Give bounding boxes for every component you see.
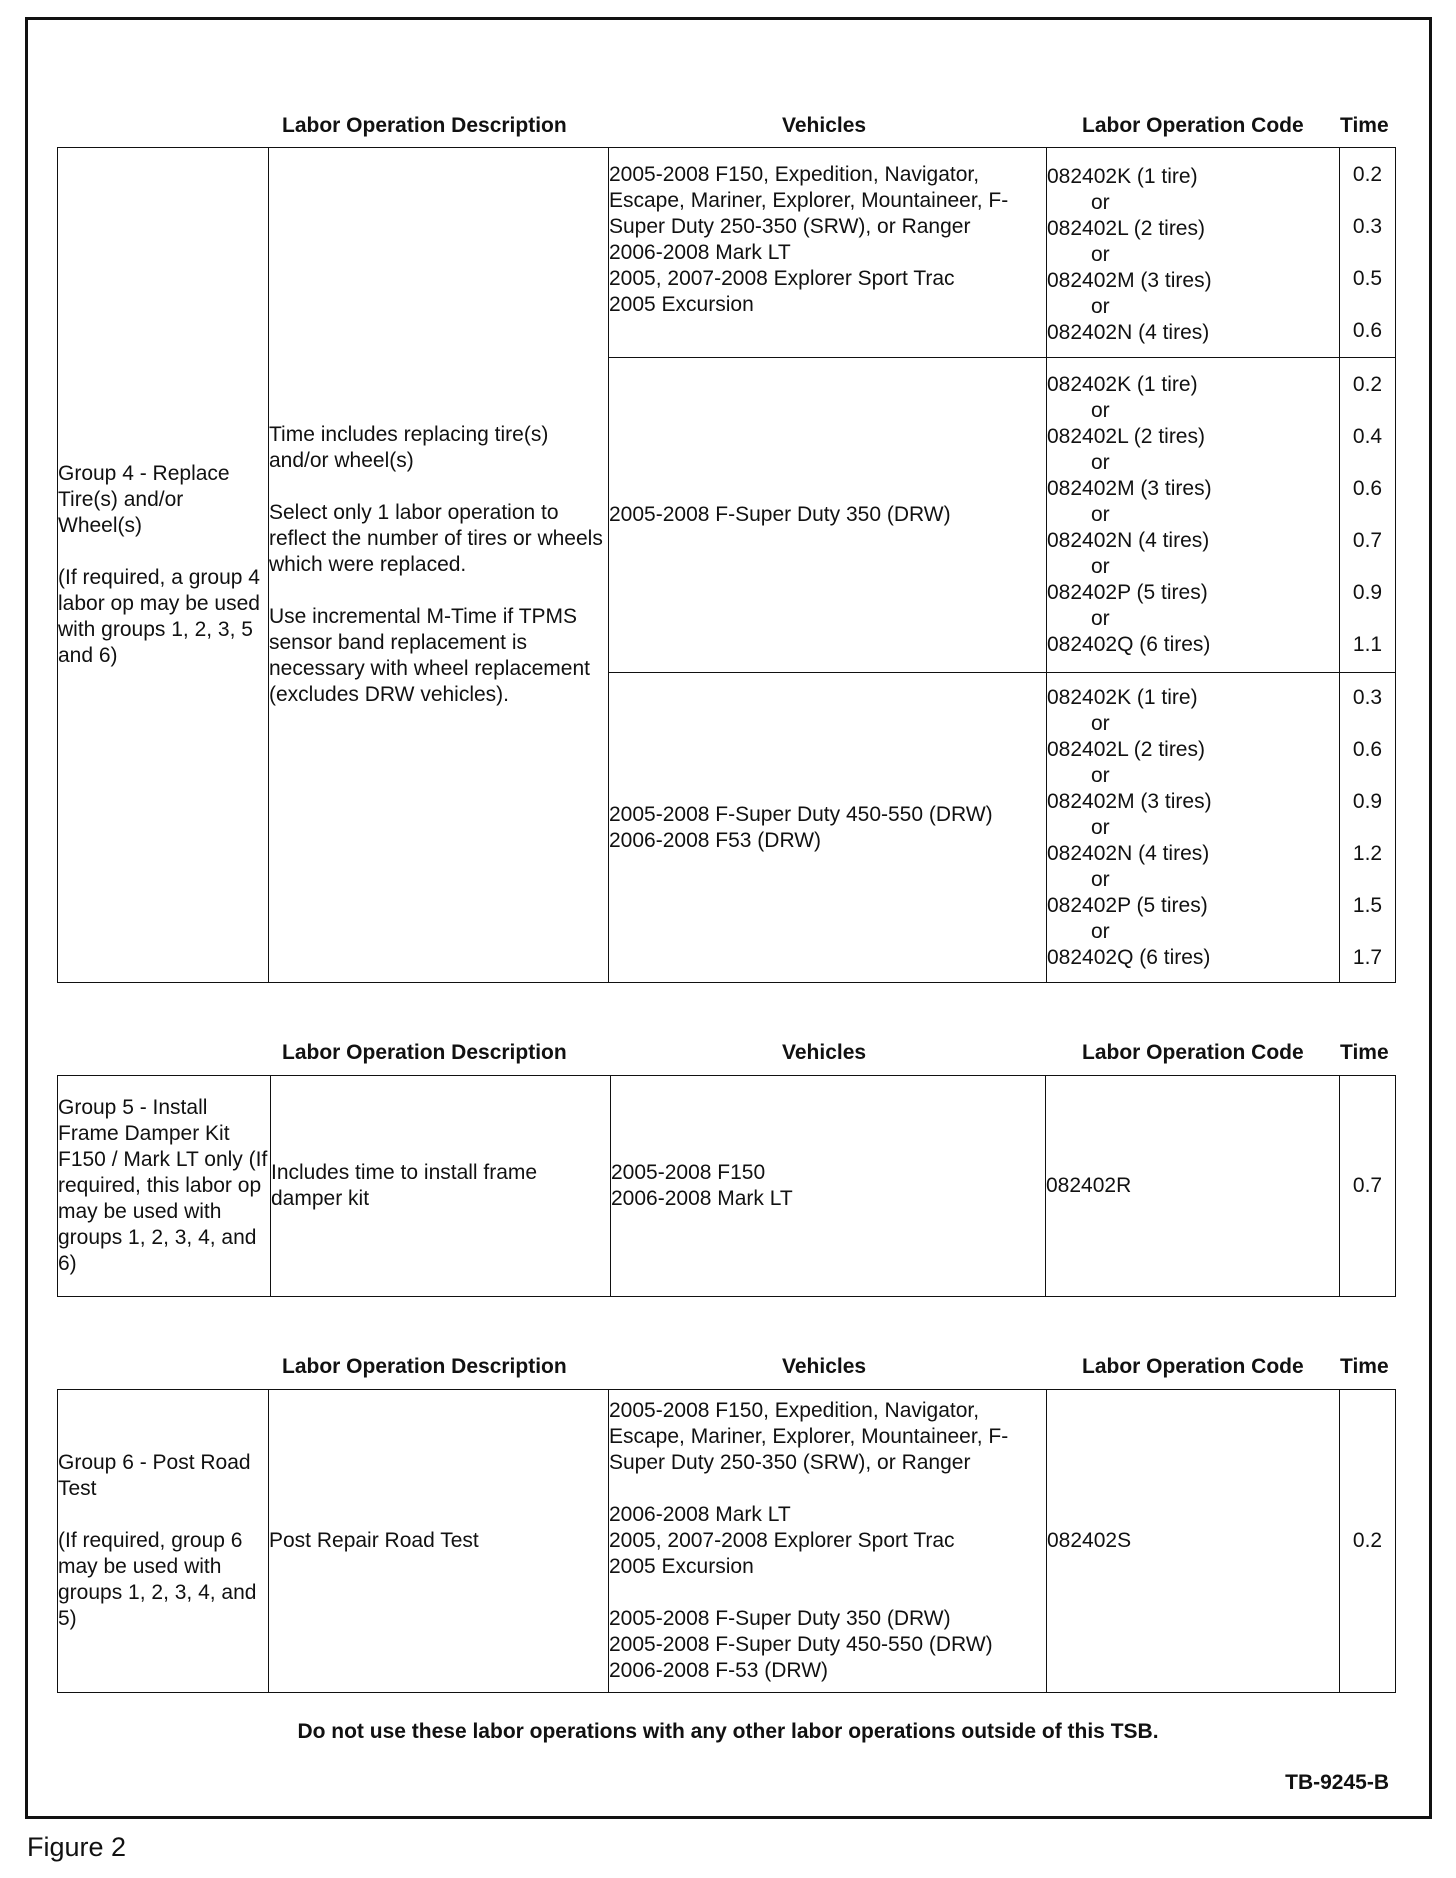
time-value: 0.6 (1352, 319, 1383, 342)
time-value: 0.7 (1352, 529, 1383, 552)
time-value: 0.6 (1352, 477, 1383, 500)
header-code: Labor Operation Code (1082, 1041, 1304, 1064)
or-separator: or (1091, 399, 1110, 422)
labor-code: 082402K (1 tire) (1047, 685, 1198, 709)
header-description: Labor Operation Description (282, 1355, 567, 1378)
labor-code: 082402P (5 tires) (1047, 581, 1208, 604)
group6-vehicles: 2005-2008 F150, Expedition, Navigator, Escape, Mariner, Explorer, Mountaineer, F-Super Duty 250-350 (SRW), or Ranger 2006-2008 Mark LT 2005, 2007-2008 Explorer Sport Trac 2005 Excursion 2005-2008 F-Super Duty 350 (DRW) 2005-2008 F-Super Duty 450-550 (DRW) 2006-2008 F-53 (DRW) (609, 1390, 1047, 1693)
header-description: Labor Operation Description (282, 1041, 567, 1064)
group4-vehicles-2: 2005-2008 F-Super Duty 350 (DRW) (609, 358, 1047, 673)
group4-codes-1 (1047, 148, 1340, 358)
group5-label: Group 5 - Install Frame Damper Kit F150 / Mark LT only (If required, this labor op may be used with groups 1, 2, 3, 4, and 6) (58, 1076, 271, 1297)
table-row (58, 1076, 1396, 1297)
or-separator: or (1091, 191, 1110, 214)
group4-vehicles-1: 2005-2008 F150, Expedition, Navigator, Escape, Mariner, Explorer, Mountaineer, F-Super Duty 250-350 (SRW), or Ranger 2006-2008 Mark LT 2005, 2007-2008 Explorer Sport Trac 2005 Excursion (609, 148, 1047, 358)
labor-code: 082402M (3 tires) (1047, 477, 1212, 500)
header-vehicles: Vehicles (782, 114, 867, 137)
labor-code: 082402M (3 tires) (1047, 789, 1212, 813)
labor-code: 082402Q (6 tires) (1047, 945, 1211, 969)
header-time: Time (1340, 1041, 1389, 1064)
header-code: Labor Operation Code (1082, 1355, 1304, 1378)
or-separator: or (1091, 711, 1110, 735)
labor-code: 082402N (4 tires) (1047, 529, 1210, 552)
group4-codes-2 (1047, 358, 1340, 673)
group4-codes-3 (1047, 673, 1340, 983)
group6-time: 0.2 (1340, 1390, 1396, 1693)
header-time: Time (1340, 1355, 1389, 1378)
time-value: 1.7 (1352, 945, 1383, 969)
group5-table (57, 1075, 1396, 1297)
group4-times-3 (1340, 673, 1396, 983)
labor-code: 082402K (1 tire) (1047, 373, 1198, 396)
time-value: 0.9 (1352, 581, 1383, 604)
time-value: 0.5 (1352, 267, 1383, 290)
group4-table (57, 147, 1396, 983)
or-separator: or (1091, 867, 1110, 891)
header-time: Time (1340, 114, 1389, 137)
time-value: 0.3 (1352, 685, 1383, 709)
time-value: 0.4 (1352, 425, 1383, 448)
or-separator: or (1091, 607, 1110, 630)
table-row (58, 148, 1396, 358)
header-description: Labor Operation Description (282, 114, 567, 137)
or-separator: or (1091, 243, 1110, 266)
or-separator: or (1091, 503, 1110, 526)
header-vehicles: Vehicles (782, 1041, 867, 1064)
labor-code: 082402Q (6 tires) (1047, 633, 1211, 656)
group5-description: Includes time to install frame damper kit (271, 1076, 611, 1297)
labor-code: 082402L (2 tires) (1047, 217, 1205, 240)
time-value: 0.6 (1352, 737, 1383, 761)
group5-vehicles: 2005-2008 F150 2006-2008 Mark LT (611, 1076, 1046, 1297)
group5-time: 0.7 (1340, 1076, 1396, 1297)
group6-label: Group 6 - Post Road Test (If required, group 6 may be used with groups 1, 2, 3, 4, and 5) (58, 1390, 269, 1693)
time-value: 0.2 (1352, 163, 1383, 186)
or-separator: or (1091, 555, 1110, 578)
time-value: 0.2 (1352, 373, 1383, 396)
group4-description: Time includes replacing tire(s) and/or wheel(s) Select only 1 labor operation to reflect the number of tires or wheels which were replaced. Use incremental M-Time if TPMS sensor band replacement is necessary with wheel replacement (excludes DRW vehicles). (269, 148, 609, 983)
time-value: 0.3 (1352, 215, 1383, 238)
group6-code: 082402S (1047, 1390, 1340, 1693)
group5-code: 082402R (1046, 1076, 1340, 1297)
group4-times-2 (1340, 358, 1396, 673)
or-separator: or (1091, 295, 1110, 318)
figure-caption: Figure 2 (27, 1832, 127, 1862)
time-value: 1.5 (1352, 893, 1383, 917)
group6-table (57, 1389, 1396, 1693)
labor-code: 082402P (5 tires) (1047, 893, 1208, 917)
header-vehicles: Vehicles (782, 1355, 867, 1378)
tsb-number: TB-9245-B (1285, 1771, 1389, 1794)
labor-code: 082402L (2 tires) (1047, 425, 1205, 448)
labor-code: 082402K (1 tire) (1047, 165, 1198, 188)
or-separator: or (1091, 451, 1110, 474)
time-value: 1.1 (1352, 633, 1383, 656)
footer-note: Do not use these labor operations with any other labor operations outside of this TSB. (297, 1720, 1159, 1743)
group4-times-1 (1340, 148, 1396, 358)
time-value: 0.9 (1352, 789, 1383, 813)
labor-code: 082402N (4 tires) (1047, 841, 1210, 865)
labor-code: 082402M (3 tires) (1047, 269, 1212, 292)
or-separator: or (1091, 919, 1110, 943)
labor-code: 082402N (4 tires) (1047, 321, 1210, 344)
or-separator: or (1091, 763, 1110, 787)
group6-description: Post Repair Road Test (269, 1390, 609, 1693)
group4-vehicles-3: 2005-2008 F-Super Duty 450-550 (DRW) 2006-2008 F53 (DRW) (609, 673, 1047, 983)
time-value: 1.2 (1352, 841, 1383, 865)
or-separator: or (1091, 815, 1110, 839)
table-row (58, 1390, 1396, 1693)
labor-code: 082402L (2 tires) (1047, 737, 1205, 761)
group4-label: Group 4 - Replace Tire(s) and/or Wheel(s) (If required, a group 4 labor op may be used with groups 1, 2, 3, 5 and 6) (58, 148, 269, 983)
header-code: Labor Operation Code (1082, 114, 1304, 137)
